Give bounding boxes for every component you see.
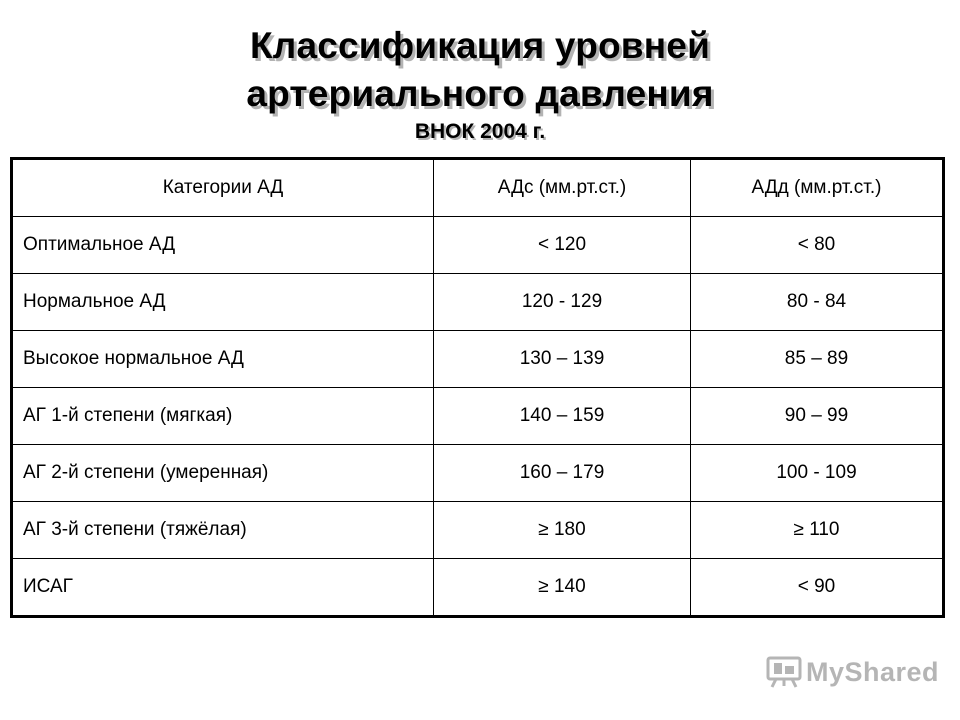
category-cell: АГ 2-й степени (умеренная): [12, 445, 434, 502]
header-diastolic: АДд (мм.рт.ст.): [691, 159, 944, 217]
presentation-board-icon: [766, 655, 802, 689]
table-row: [12, 502, 944, 559]
table-row: [12, 559, 944, 617]
systolic-cell: ≥ 180: [434, 502, 691, 559]
header-category: Категории АД: [12, 159, 434, 217]
diastolic-cell: 85 – 89: [691, 331, 944, 388]
diastolic-cell: ≥ 110: [691, 502, 944, 559]
category-cell: АГ 1-й степени (мягкая): [12, 388, 434, 445]
category-cell: АГ 3-й степени (тяжёлая): [12, 502, 434, 559]
watermark-text: MyShared: [806, 656, 940, 687]
systolic-cell: 140 – 159: [434, 388, 691, 445]
diastolic-cell: 90 – 99: [691, 388, 944, 445]
category-cell: Высокое нормальное АД: [12, 331, 434, 388]
slide-subtitle: ВНОК 2004 г.: [414, 120, 546, 143]
slide-title-line-2: артериального давления: [246, 73, 714, 114]
category-cell: ИСАГ: [12, 559, 434, 617]
slide-title-block: [0, 22, 960, 144]
systolic-cell: 120 - 129: [434, 274, 691, 331]
diastolic-cell: 80 - 84: [691, 274, 944, 331]
table-row: [12, 274, 944, 331]
category-cell: Оптимальное АД: [12, 217, 434, 274]
table-row: [12, 388, 944, 445]
systolic-cell: 130 – 139: [434, 331, 691, 388]
category-cell: Нормальное АД: [12, 274, 434, 331]
diastolic-cell: < 90: [691, 559, 944, 617]
diastolic-cell: < 80: [691, 217, 944, 274]
table-row: [12, 331, 944, 388]
table-row: [12, 217, 944, 274]
slide-title-line-1: Классификация уровней: [249, 25, 711, 66]
myshared-watermark: [766, 652, 939, 692]
diastolic-cell: 100 - 109: [691, 445, 944, 502]
systolic-cell: ≥ 140: [434, 559, 691, 617]
header-systolic: АДс (мм.рт.ст.): [434, 159, 691, 217]
blood-pressure-classification-table: [10, 157, 945, 618]
table-row: [12, 445, 944, 502]
systolic-cell: 160 – 179: [434, 445, 691, 502]
systolic-cell: < 120: [434, 217, 691, 274]
table-header-row: [12, 159, 944, 217]
